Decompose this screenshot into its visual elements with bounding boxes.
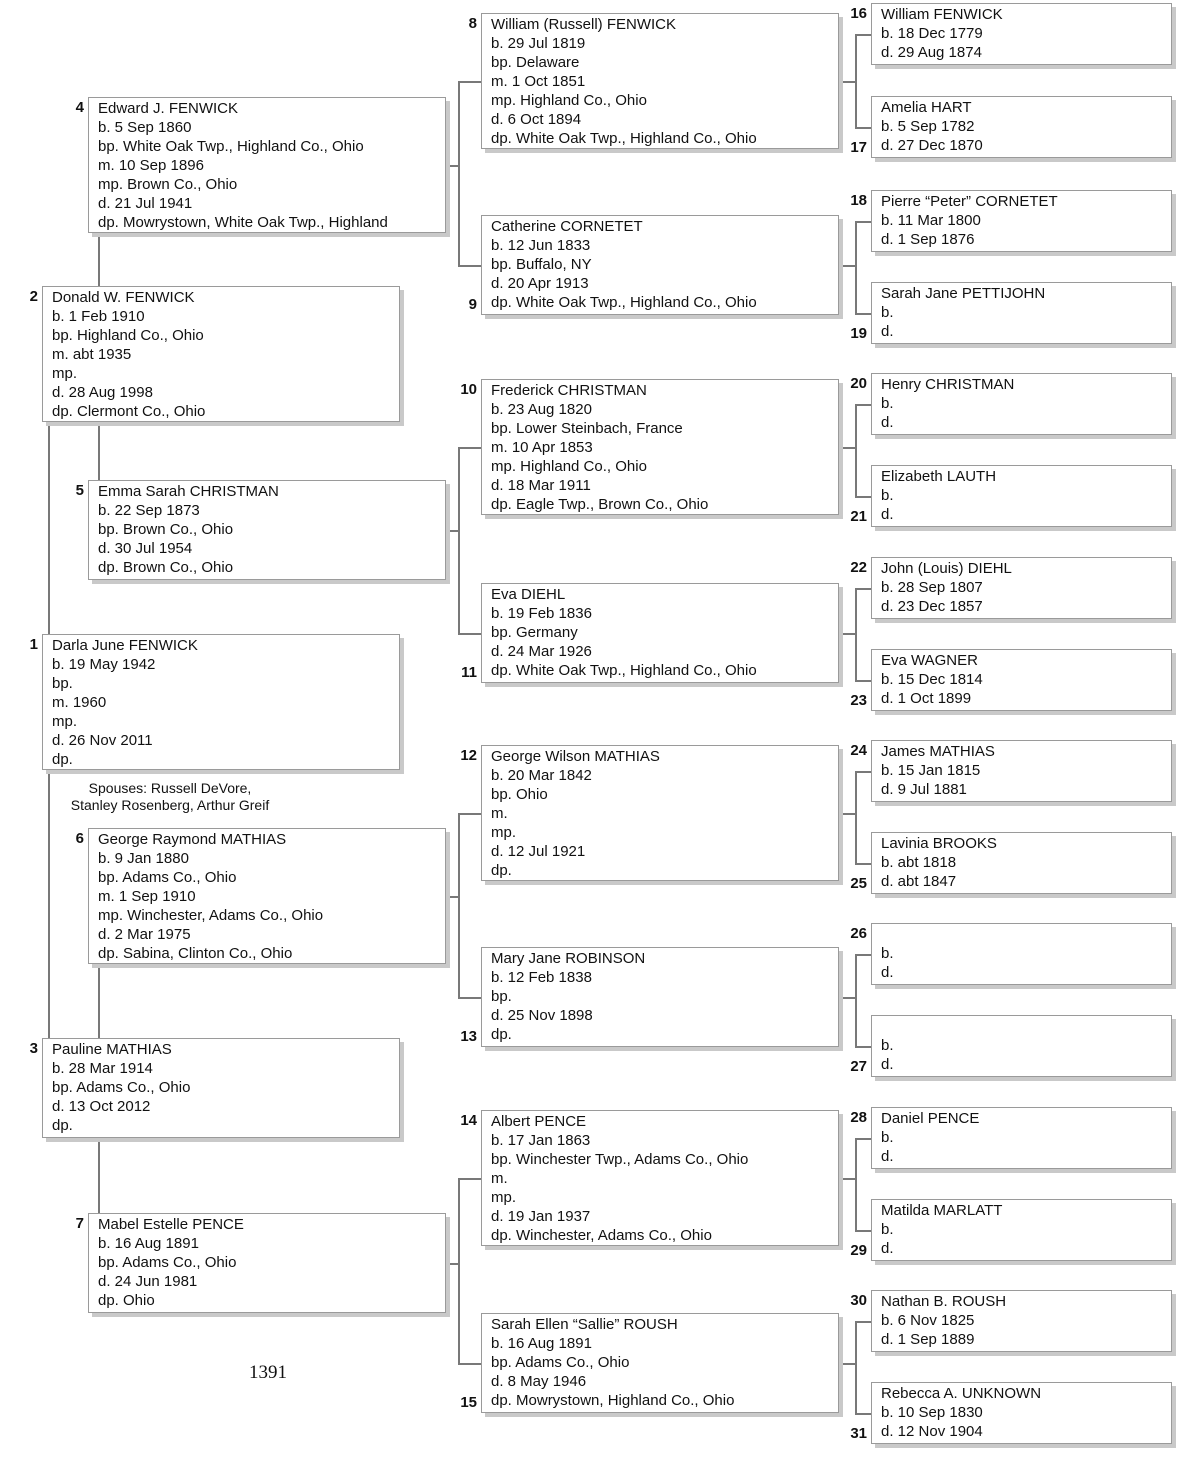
connector-line [446,1263,458,1265]
person-number-25: 25 [850,875,867,892]
connector-line [855,404,857,496]
connector-line [855,221,871,223]
person-box-6[interactable] [88,828,446,964]
person-details [491,1334,832,1410]
person-box-8[interactable] [481,13,839,149]
person-detail: b. 6 Nov 1825 [881,1312,975,1329]
person-box-7[interactable] [88,1213,446,1313]
person-detail: bp. Germany [491,624,578,641]
person-box-30[interactable] [871,1290,1172,1352]
connector-line [458,1178,481,1180]
person-detail: d. [881,323,894,340]
person-box-24[interactable] [871,740,1172,802]
person-detail: bp. Winchester Twp., Adams Co., Ohio [491,1151,749,1168]
person-name: Mabel Estelle PENCE [98,1216,244,1233]
person-detail: dp. White Oak Twp., Highland Co., Ohio [491,662,757,679]
person-details [491,400,832,514]
person-detail: b. [881,487,894,504]
person-detail: b. abt 1818 [881,854,957,871]
person-detail: b. 18 Dec 1779 [881,25,983,42]
person-number-27: 27 [850,1058,867,1075]
person-detail: mp. Winchester, Adams Co., Ohio [98,907,324,924]
person-box-5[interactable] [88,480,446,580]
person-number-26: 26 [850,925,867,942]
person-name: John (Louis) DIEHL [881,560,1012,577]
person-number-30: 30 [850,1292,867,1309]
person-number-11: 11 [461,664,477,681]
person-detail: bp. Lower Steinbach, France [491,420,683,437]
person-name: Daniel PENCE [881,1110,980,1127]
spouses-note-line1: Spouses: Russell DeVore, [88,780,252,796]
person-number-28: 28 [850,1109,867,1126]
person-detail: dp. [491,1026,512,1043]
connector-line [839,265,855,267]
person-detail: bp. White Oak Twp., Highland Co., Ohio [98,138,364,155]
person-detail: mp. [52,365,78,382]
person-name [881,1017,1165,1036]
person-number-1: 1 [29,636,38,653]
person-detail: d. 23 Dec 1857 [881,598,983,615]
person-detail: dp. White Oak Twp., Highland Co., Ohio [491,130,757,147]
person-number-10: 10 [460,381,477,398]
person-detail: mp. Brown Co., Ohio [98,176,238,193]
connector-line [446,896,458,898]
person-detail: dp. Eagle Twp., Brown Co., Ohio [491,496,709,513]
person-details [98,849,439,963]
person-detail: d. 18 Mar 1911 [491,477,591,494]
person-box-13[interactable] [481,947,839,1047]
person-box-19[interactable] [871,282,1172,344]
person-name: Eva WAGNER [881,652,978,669]
connector-line [855,1321,871,1323]
person-detail: b. 22 Sep 1873 [98,502,200,519]
person-number-31: 31 [850,1425,867,1442]
person-detail: b. 19 Feb 1836 [491,605,592,622]
person-details [491,34,832,148]
person-name: Darla June FENWICK [52,637,198,654]
person-details [881,1403,1165,1441]
person-details [881,486,1165,524]
person-details [881,117,1165,155]
person-name: Donald W. FENWICK [52,289,195,306]
person-name: George Raymond MATHIAS [98,831,287,848]
person-box-22[interactable] [871,557,1172,619]
connector-line [855,954,857,1046]
person-name: Matilda MARLATT [881,1202,1003,1219]
person-number-19: 19 [850,325,867,342]
connector-line [839,81,855,83]
person-detail: b. [881,304,894,321]
person-detail: d. [881,964,894,981]
person-details [491,968,832,1044]
person-detail: b. [881,1221,894,1238]
person-box-1[interactable] [42,634,400,770]
person-details [881,394,1165,432]
person-name: William (Russell) FENWICK [491,16,676,33]
person-name: Nathan B. ROUSH [881,1293,1007,1310]
person-detail: d. 6 Oct 1894 [491,111,582,128]
person-detail: m. abt 1935 [52,346,132,363]
connector-line [855,221,857,313]
connector-line [855,1138,871,1140]
connector-line [839,813,855,815]
person-detail: b. 29 Jul 1819 [491,35,586,52]
person-box-16[interactable] [871,3,1172,65]
person-box-10[interactable] [481,379,839,515]
person-detail: m. [491,805,508,822]
person-detail: b. [881,1037,894,1054]
person-number-20: 20 [850,375,867,392]
person-details [52,307,393,421]
connector-line [458,813,460,997]
person-box-27[interactable] [871,1015,1172,1077]
person-detail: d. 19 Jan 1937 [491,1208,591,1225]
person-name: Rebecca A. UNKNOWN [881,1385,1042,1402]
person-detail: bp. Adams Co., Ohio [491,1354,630,1371]
person-detail: m. 1 Sep 1910 [98,888,196,905]
connector-line [458,265,481,267]
person-details [881,1220,1165,1258]
person-detail: dp. Brown Co., Ohio [98,559,234,576]
connector-line [98,233,100,286]
person-detail: b. 15 Dec 1814 [881,671,983,688]
connector-line [839,997,855,999]
person-detail: b. 23 Aug 1820 [491,401,592,418]
person-detail: bp. Adams Co., Ohio [98,869,237,886]
person-number-17: 17 [850,139,867,156]
person-name: Lavinia BROOKS [881,835,997,852]
person-detail: d. 13 Oct 2012 [52,1098,151,1115]
person-detail: d. 29 Aug 1874 [881,44,982,61]
connector-line [446,165,458,167]
person-number-14: 14 [460,1112,477,1129]
connector-line [855,34,857,127]
person-detail: bp. [491,988,512,1005]
person-detail: b. [881,945,894,962]
person-box-4[interactable] [88,97,446,233]
person-detail: d. 8 May 1946 [491,1373,587,1390]
connector-line [839,1363,855,1365]
person-detail: b. [881,395,894,412]
connector-line [855,588,871,590]
connector-line [855,313,871,315]
person-name: Catherine CORNETET [491,218,643,235]
person-number-18: 18 [850,192,867,209]
connector-line [855,127,871,129]
connector-line [855,588,857,680]
person-number-9: 9 [468,296,477,313]
person-box-2[interactable] [42,286,400,422]
person-detail: d. [881,506,894,523]
person-box-20[interactable] [871,373,1172,435]
person-number-8: 8 [468,15,477,32]
person-detail: bp. Brown Co., Ohio [98,521,234,538]
person-name: Pauline MATHIAS [52,1041,172,1058]
person-number-5: 5 [75,482,84,499]
connector-line [839,447,855,449]
person-number-15: 15 [460,1394,477,1411]
person-box-29[interactable] [871,1199,1172,1261]
person-detail: b. 12 Feb 1838 [491,969,592,986]
person-details [881,670,1165,708]
person-box-11[interactable] [481,583,839,683]
person-detail: bp. Adams Co., Ohio [98,1254,237,1271]
connector-line [458,81,481,83]
connector-line [839,633,855,635]
person-detail: dp. [52,1117,73,1134]
connector-line [98,422,100,480]
person-box-12[interactable] [481,745,839,881]
spouses-note-line2: Stanley Rosenberg, Arthur Greif [70,797,270,813]
connector-line [855,404,871,406]
person-detail: b. 17 Jan 1863 [491,1132,591,1149]
person-detail: bp. Buffalo, NY [491,256,592,273]
person-number-16: 16 [850,5,867,22]
person-name: Albert PENCE [491,1113,587,1130]
connector-line [458,1363,481,1365]
person-details [881,944,1165,982]
person-box-9[interactable] [481,215,839,315]
person-detail: d. 25 Nov 1898 [491,1007,593,1024]
person-detail: d. [881,1056,894,1073]
person-number-23: 23 [850,692,867,709]
connector-line [458,447,460,633]
person-name: Eva DIEHL [491,586,566,603]
person-details [881,211,1165,249]
connector-line [98,964,100,1038]
person-detail: bp. Ohio [491,786,548,803]
person-box-14[interactable] [481,1110,839,1246]
person-number-29: 29 [850,1242,867,1259]
person-name: Elizabeth LAUTH [881,468,997,485]
person-detail: d. 24 Jun 1981 [98,1273,198,1290]
person-name: Sarah Ellen “Sallie” ROUSH [491,1316,678,1333]
person-detail: d. 12 Nov 1904 [881,1423,983,1440]
person-detail: mp. [491,824,517,841]
person-box-21[interactable] [871,465,1172,527]
connector-line [458,633,481,635]
person-details [98,1234,439,1310]
person-name: Mary Jane ROBINSON [491,950,646,967]
person-details [881,853,1165,891]
person-name [881,925,1165,944]
person-detail: dp. [52,751,73,768]
person-box-18[interactable] [871,190,1172,252]
person-detail: dp. White Oak Twp., Highland Co., Ohio [491,294,757,311]
person-name: Pierre “Peter” CORNETET [881,193,1058,210]
person-name: Edward J. FENWICK [98,100,239,117]
person-detail: d. 28 Aug 1998 [52,384,153,401]
person-name: George Wilson MATHIAS [491,748,660,765]
person-detail: dp. Ohio [98,1292,155,1309]
person-detail: bp. Adams Co., Ohio [52,1079,191,1096]
person-detail: b. 10 Sep 1830 [881,1404,983,1421]
connector-line [855,954,871,956]
connector-line [98,1138,100,1213]
person-detail: mp. [52,713,78,730]
person-detail: b. [881,1129,894,1146]
person-detail: d. 9 Jul 1881 [881,781,967,798]
person-name: Sarah Jane PETTIJOHN [881,285,1046,302]
person-number-12: 12 [460,747,477,764]
person-box-31[interactable] [871,1382,1172,1444]
person-detail: d. 21 Jul 1941 [98,195,193,212]
person-detail: b. 9 Jan 1880 [98,850,189,867]
person-box-26[interactable] [871,923,1172,985]
person-detail: m. [491,1170,508,1187]
connector-line [458,447,481,449]
person-number-13: 13 [460,1028,477,1045]
person-details [491,766,832,880]
person-detail: mp. Highland Co., Ohio [491,92,647,109]
person-detail: d. 2 Mar 1975 [98,926,191,943]
person-details [881,303,1165,341]
connector-line [855,1321,857,1413]
connector-line [855,680,871,682]
person-detail: bp. Delaware [491,54,580,71]
person-detail: dp. Sabina, Clinton Co., Ohio [98,945,293,962]
person-details [98,501,439,577]
person-detail: dp. [491,862,512,879]
person-detail: b. 15 Jan 1815 [881,762,981,779]
person-detail: b. 12 Jun 1833 [491,237,591,254]
person-name: Henry CHRISTMAN [881,376,1015,393]
person-detail: b. 28 Sep 1807 [881,579,983,596]
person-detail: m. 1 Oct 1851 [491,73,586,90]
person-number-7: 7 [75,1215,84,1232]
connector-line [855,863,871,865]
person-detail: d. 1 Sep 1876 [881,231,975,248]
person-detail: d. [881,414,894,431]
person-detail: dp. Winchester, Adams Co., Ohio [491,1227,712,1244]
connector-line [855,496,871,498]
person-detail: m. 1960 [52,694,107,711]
person-box-17[interactable] [871,96,1172,158]
person-details [881,578,1165,616]
person-detail: d. 30 Jul 1954 [98,540,193,557]
connector-line [855,1138,857,1230]
person-name: Amelia HART [881,99,972,116]
person-detail: m. 10 Apr 1853 [491,439,593,456]
person-number-22: 22 [850,559,867,576]
person-details [52,1059,393,1135]
connector-line [48,422,50,634]
person-name: Emma Sarah CHRISTMAN [98,483,279,500]
person-number-3: 3 [29,1040,38,1057]
person-detail: dp. Mowrystown, White Oak Twp., Highland [98,214,388,231]
person-detail: b. 5 Sep 1782 [881,118,975,135]
person-detail: mp. Highland Co., Ohio [491,458,647,475]
person-detail: d. [881,1240,894,1257]
person-detail: d. abt 1847 [881,873,957,890]
person-detail: b. 1 Feb 1910 [52,308,145,325]
person-detail: b. 19 May 1942 [52,656,156,673]
person-detail: d. 1 Sep 1889 [881,1331,975,1348]
person-detail: d. 24 Mar 1926 [491,643,592,660]
person-details [881,1311,1165,1349]
person-box-15[interactable] [481,1313,839,1413]
person-details [881,1036,1165,1074]
person-detail: b. 20 Mar 1842 [491,767,592,784]
person-number-6: 6 [75,830,84,847]
person-detail: b. 28 Mar 1914 [52,1060,153,1077]
connector-line [855,1230,871,1232]
connector-line [458,1178,460,1363]
person-detail: b. 5 Sep 1860 [98,119,192,136]
person-number-24: 24 [850,742,867,759]
person-box-3[interactable] [42,1038,400,1138]
person-detail: dp. Clermont Co., Ohio [52,403,206,420]
person-detail: b. 16 Aug 1891 [491,1335,592,1352]
person-detail: d. 12 Jul 1921 [491,843,586,860]
connector-line [446,530,458,532]
connector-line [839,1178,855,1180]
person-box-23[interactable] [871,649,1172,711]
connector-line [855,771,871,773]
person-detail: bp. Highland Co., Ohio [52,327,204,344]
person-box-28[interactable] [871,1107,1172,1169]
person-name: William FENWICK [881,6,1003,23]
person-detail: m. 10 Sep 1896 [98,157,204,174]
person-number-4: 4 [75,99,84,116]
person-details [52,655,393,769]
person-details [881,1128,1165,1166]
connector-line [458,81,460,265]
connector-line [855,1413,871,1415]
person-detail: d. 27 Dec 1870 [881,137,983,154]
person-detail: bp. [52,675,73,692]
person-number-2: 2 [29,288,38,305]
connector-line [855,771,857,863]
person-detail: b. 16 Aug 1891 [98,1235,199,1252]
person-box-25[interactable] [871,832,1172,894]
person-detail: mp. [491,1189,517,1206]
person-name: Frederick CHRISTMAN [491,382,647,399]
person-details [881,24,1165,62]
page-number: 1391 [249,1362,287,1383]
person-details [98,118,439,232]
person-details [491,604,832,680]
person-detail: d. 1 Oct 1899 [881,690,972,707]
person-detail: b. 11 Mar 1800 [881,212,981,229]
person-number-21: 21 [850,508,867,525]
person-detail: d. 26 Nov 2011 [52,732,153,749]
connector-line [458,813,481,815]
person-details [491,1131,832,1245]
connector-line [458,997,481,999]
person-detail: d. 20 Apr 1913 [491,275,589,292]
person-name: James MATHIAS [881,743,995,760]
connector-line [855,1046,871,1048]
person-details [881,761,1165,799]
connector-line [855,34,871,36]
person-detail: d. [881,1148,894,1165]
person-details [491,236,832,312]
person-detail: dp. Mowrystown, Highland Co., Ohio [491,1392,735,1409]
